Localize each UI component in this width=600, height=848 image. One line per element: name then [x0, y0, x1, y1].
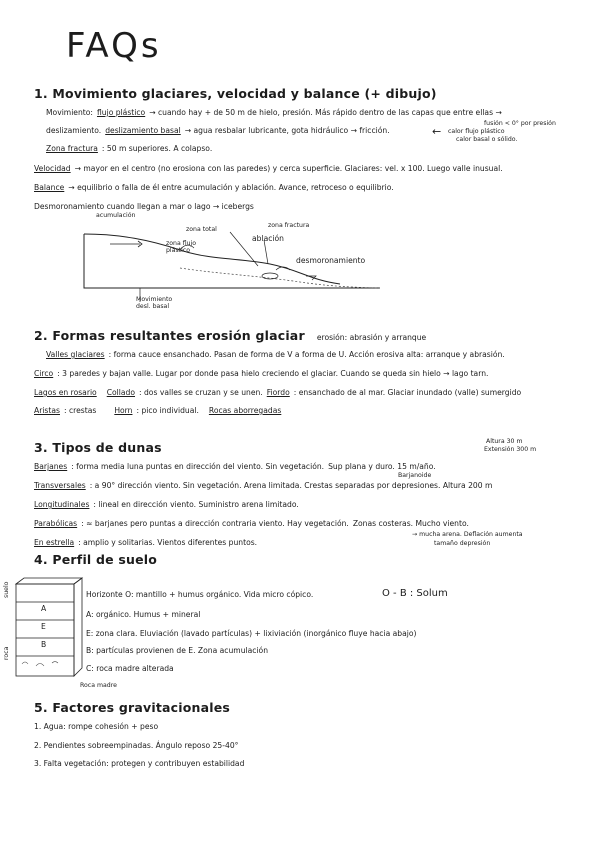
frac-text: : 50 m superiores. A colapso. — [101, 144, 213, 153]
mov-plastic-term: flujo plástico — [96, 108, 146, 117]
section-2-heading-line — [34, 328, 426, 343]
factor-item-2: 2. Pendientes sobreempinadas. Ángulo reposo 25-40° — [34, 741, 239, 750]
roca-madre-marks — [22, 662, 58, 667]
mov-side-note-2: calor flujo plástico — [448, 128, 505, 135]
layer-e-label: E — [41, 622, 46, 631]
bal-text: → equilibrio o falla de él entre acumulación y ablación. Avance, retroceso o equilibrio. — [68, 183, 394, 192]
s3-barjanes-line — [34, 462, 436, 472]
s1-velocidad-line — [34, 164, 503, 174]
factor-item-3: 3. Falta vegetación: protegen y contribuyen estabilidad — [34, 759, 245, 768]
flow-arrow-icon — [110, 241, 142, 247]
mov-plastic-text: → cuando hay + de 50 m de hielo, presión. Más rápido dentro de las capas que entre ellas → — [149, 108, 502, 117]
longi-term: Longitudinales — [34, 500, 90, 509]
s1-balance-line — [34, 183, 394, 193]
diagram-zona-flujo: zona flujo plástico — [166, 240, 197, 254]
barjanes-term: Barjanes — [34, 462, 68, 471]
valles-text: : forma cauce ensanchado. Pasan de forma de V a forma de U. Acción erosiva alta: arranque y abrasión. — [108, 350, 505, 359]
parab-text: : ≈ barjanes pero puntas a dirección contraria viento. Hay vegetación. — [81, 519, 349, 528]
soil-side-face — [74, 578, 82, 676]
transv-term: Transversales — [34, 481, 86, 490]
desl-label: deslizamiento. — [46, 126, 102, 135]
desl-text: → agua resbalar lubricante, gota hidráulico → fricción. — [184, 126, 390, 135]
diagram-zona-total: zona total — [186, 226, 217, 233]
s3-parabolicas-line — [34, 519, 469, 529]
mov-side-note-1: fusión < 0° por presión — [484, 120, 556, 127]
horizonte-b-text: B: partículas provienen de E. Zona acumulación — [86, 646, 269, 655]
dunas-note-top-2: Extensión 300 m — [484, 446, 537, 453]
vel-text: → mayor en el centro (no erosiona con las paredes) y cerca superficie. Glaciares: vel. x 100. Luego valle inusual. — [74, 164, 503, 173]
roca-madre-label: Roca madre — [80, 682, 117, 689]
s2-circo-line — [34, 369, 488, 379]
s3-estrella-line — [34, 538, 257, 548]
s3-longitudinales-line — [34, 500, 299, 510]
factor-item-1: 1. Agua: rompe cohesión + peso — [34, 722, 159, 731]
glacier-diagram — [80, 210, 440, 310]
horn-term: Horn — [114, 406, 133, 415]
section-1-heading: 1. Movimiento glaciares, velocidad y balance (+ dibujo) — [34, 86, 437, 101]
circo-term: Circo — [34, 369, 54, 378]
desmoronamiento-line: Desmoronamiento cuando llegan a mar o lago → icebergs — [34, 202, 254, 211]
section-2-heading-note: erosión: abrasión y arranque — [316, 333, 427, 342]
longi-text: : lineal en dirección viento. Suministro arena limitado. — [93, 500, 299, 509]
soil-side-label-1: suelo — [3, 581, 10, 598]
section-2-heading: 2. Formas resultantes erosión glaciar — [34, 328, 305, 343]
s2-lagos-line — [34, 388, 521, 398]
s1-fractura-line — [46, 144, 212, 154]
dunas-note-top-1: Altura 30 m — [486, 438, 523, 445]
s1-movimiento-line — [46, 108, 502, 118]
aristas-term: Aristas — [34, 406, 60, 415]
ob-label-text: O - B : Solum — [382, 588, 448, 599]
estrella-term: En estrella — [34, 538, 75, 547]
barjanoide-note: Barjanoide — [398, 472, 432, 479]
diagram-acumulacion: acumulación — [96, 212, 136, 219]
mov-label: Movimiento: — [46, 108, 93, 117]
diagram-mov-basal: Movimiento desl. basal — [136, 296, 173, 310]
frac-term: Zona fractura — [46, 144, 98, 153]
flow-lines — [180, 268, 380, 288]
bal-label: Balance — [34, 183, 65, 192]
aristas-text: : crestas — [63, 406, 97, 415]
horizonte-o-text: Horizonte O: mantillo + humus orgánico. Vida micro cópico. — [86, 590, 314, 599]
barjanes-text: : forma media luna puntas en dirección del viento. Sin vegetación. — [71, 462, 325, 471]
ice-block — [262, 273, 278, 279]
s2-valles-line — [46, 350, 505, 360]
ob-solum-label — [382, 588, 448, 599]
diagram-ablacion: ablación — [252, 234, 284, 243]
desmoronamiento-pointer — [276, 267, 316, 280]
fiordo-text: : ensanchado de al mar. Glaciar inundado (valle) sumergido — [293, 388, 522, 397]
lagos-term: Lagos en rosario — [34, 388, 97, 397]
soil-side-label-2: roca — [3, 646, 10, 660]
section-3-heading: 3. Tipos de dunas — [34, 440, 162, 455]
s1-deslizamiento-line — [46, 126, 390, 136]
collado-text: : dos valles se cruzan y se unen. — [139, 388, 263, 397]
horizonte-e-text: E: zona clara. Eluviación (lavado partículas) + lixiviación (inorgánico fluye hacia abajo) — [86, 629, 417, 638]
horizonte-c-text: C: roca madre alterada — [86, 664, 174, 673]
section-5-heading: 5. Factores gravitacionales — [34, 700, 231, 715]
dunas-side-note-2: tamaño depresión — [434, 540, 491, 547]
page-title: FAQs — [66, 26, 162, 66]
soil-top-face — [16, 578, 82, 584]
collado-term: Collado — [106, 388, 136, 397]
transv-text: : a 90° dirección viento. Sin vegetación. Arena limitada. Crestas separadas por depresiones. Altura 200 m — [89, 481, 493, 490]
layer-b-label: B — [41, 640, 47, 649]
section-4-heading: 4. Perfil de suelo — [34, 552, 158, 567]
s3-transversales-line — [34, 481, 492, 491]
rocas-term: Rocas aborregadas — [208, 406, 282, 415]
left-arrow-glyph: ← — [432, 125, 442, 138]
layer-a-label: A — [41, 604, 47, 613]
soil-profile-diagram — [12, 576, 84, 686]
desl-term: deslizamiento basal — [105, 126, 181, 135]
fiordo-term: Fiordo — [266, 388, 290, 397]
horizonte-a-text: A: orgánico. Humus + mineral — [86, 610, 201, 619]
estrella-text: : amplio y solitarias. Vientos diferentes puntos. — [78, 538, 258, 547]
diagram-zona-fractura: zona fractura — [268, 222, 310, 229]
mov-side-note-3: calor basal o sólido. — [456, 136, 518, 143]
horn-text: : pico individual. — [136, 406, 199, 415]
barjanes-note: Sup plana y duro. 15 m/año. — [328, 462, 436, 471]
valles-term: Valles glaciares — [46, 350, 105, 359]
vel-label: Velocidad — [34, 164, 71, 173]
parab-note: Zonas costeras. Mucho viento. — [352, 519, 469, 528]
circo-text: : 3 paredes y bajan valle. Lugar por donde pasa hielo creciendo el glaciar. Cuando se queda sin hielo → lago tarn. — [57, 369, 489, 378]
s2-aristas-line — [34, 406, 281, 416]
dunas-side-note-1: → mucha arena. Deflación aumenta — [412, 531, 523, 538]
diagram-desmoronamiento: desmoronamiento — [296, 256, 366, 265]
parab-term: Parabólicas — [34, 519, 78, 528]
